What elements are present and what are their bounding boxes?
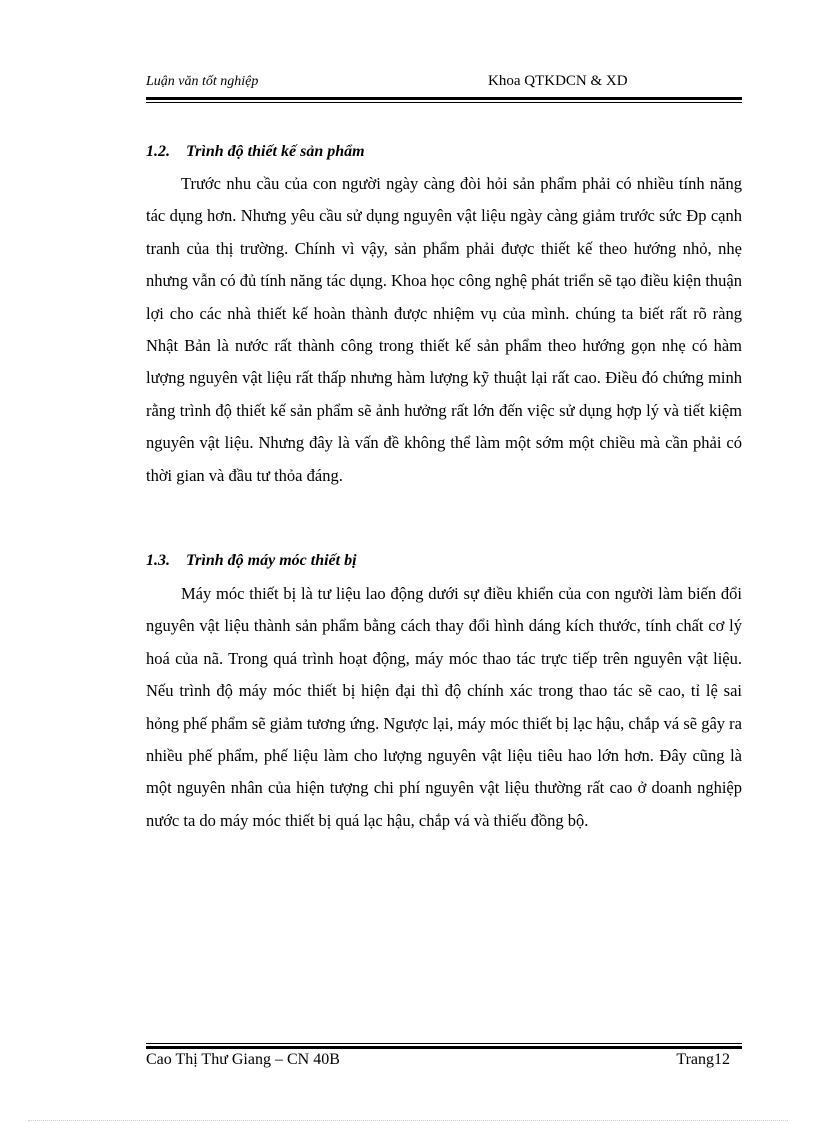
page-footer (146, 1051, 742, 1073)
section-heading-1-3 (146, 552, 357, 570)
section-heading-1-2 (146, 143, 365, 161)
footer-rule-thick (146, 1046, 742, 1049)
header-rule-thick (146, 97, 742, 100)
header-thesis-label: Luận văn tốt nghiệp (146, 74, 259, 89)
section-number: 1.2. (146, 143, 170, 160)
header-faculty-label: Khoa QTKDCN & XD (488, 73, 628, 89)
section-title: Trình độ thiết kế sản phẩm (186, 143, 365, 160)
page-header (146, 72, 742, 92)
page-edge-divider (28, 1120, 788, 1121)
section-number: 1.3. (146, 552, 170, 569)
section-paragraph: Trước nhu cầu của con người ngày càng đòi hỏi sản phẩm phải có nhiều tính năng tác dụng hơn. Nhưng yêu cầu sử dụng nguyên vật liệu ngày càng giảm trước sức Đp cạnh tranh của thị trường. Chính vì vậy, sản phẩm phải được thiết kế theo hướng nhỏ, nhẹ nhưng vẫn có đủ tính năng tác dụng. Khoa học công nghệ phát triển sẽ tạo điều kiện thuận lợi cho các nhà thiết kế hoàn thành được nhiệm vụ của mình. chúng ta biết rất rõ ràng Nhật Bản là nước rất thành công trong thiết kế sản phẩm theo hướng gọn nhẹ có hàm lượng nguyên vật liệu rất thấp nhưng hàm lượng kỹ thuật lại rất cao. Điều đó chứng minh rằng trình độ thiết kế sản phẩm sẽ ảnh hưởng rất lớn đến việc sử dụng hợp lý và tiết kiệm nguyên vật liệu. Nhưng đây là vấn đề không thể làm một sớm một chiều mà cần phải có thời gian và đầu tư thỏa đáng. (146, 174, 742, 485)
section-title: Trình độ máy móc thiết bị (186, 552, 357, 569)
footer-rule-thin (146, 1043, 742, 1044)
section-paragraph: Máy móc thiết bị là tư liệu lao động dưới sự điều khiển của con người làm biến đổi nguyên vật liệu thành sản phẩm bằng cách thay đổi hình dáng kích thước, tính chất cơ lý hoá của nã. Trong quá trình hoạt động, máy móc thao tác trực tiếp trên nguyên vật liệu. Nếu trình độ máy móc thiết bị hiện đại thì độ chính xác trong thao tác sẽ cao, tỉ lệ sai hỏng phế phẩm sẽ giảm tương ứng. Ngược lại, máy móc thiết bị lạc hậu, chắp vá sẽ gây ra nhiều phế phẩm, phế liệu làm cho lượng nguyên vật liệu tiêu hao lớn hơn. Đây cũng là một nguyên nhân của hiện tượng chi phí nguyên vật liệu thường rất cao ở doanh nghiệp nước ta do máy móc thiết bị quá lạc hậu, chắp vá và thiếu đồng bộ. (146, 584, 742, 830)
footer-author: Cao Thị Thư Giang – CN 40B (146, 1051, 340, 1068)
header-rule-thin (146, 102, 742, 103)
page-number: Trang12 (676, 1051, 730, 1068)
